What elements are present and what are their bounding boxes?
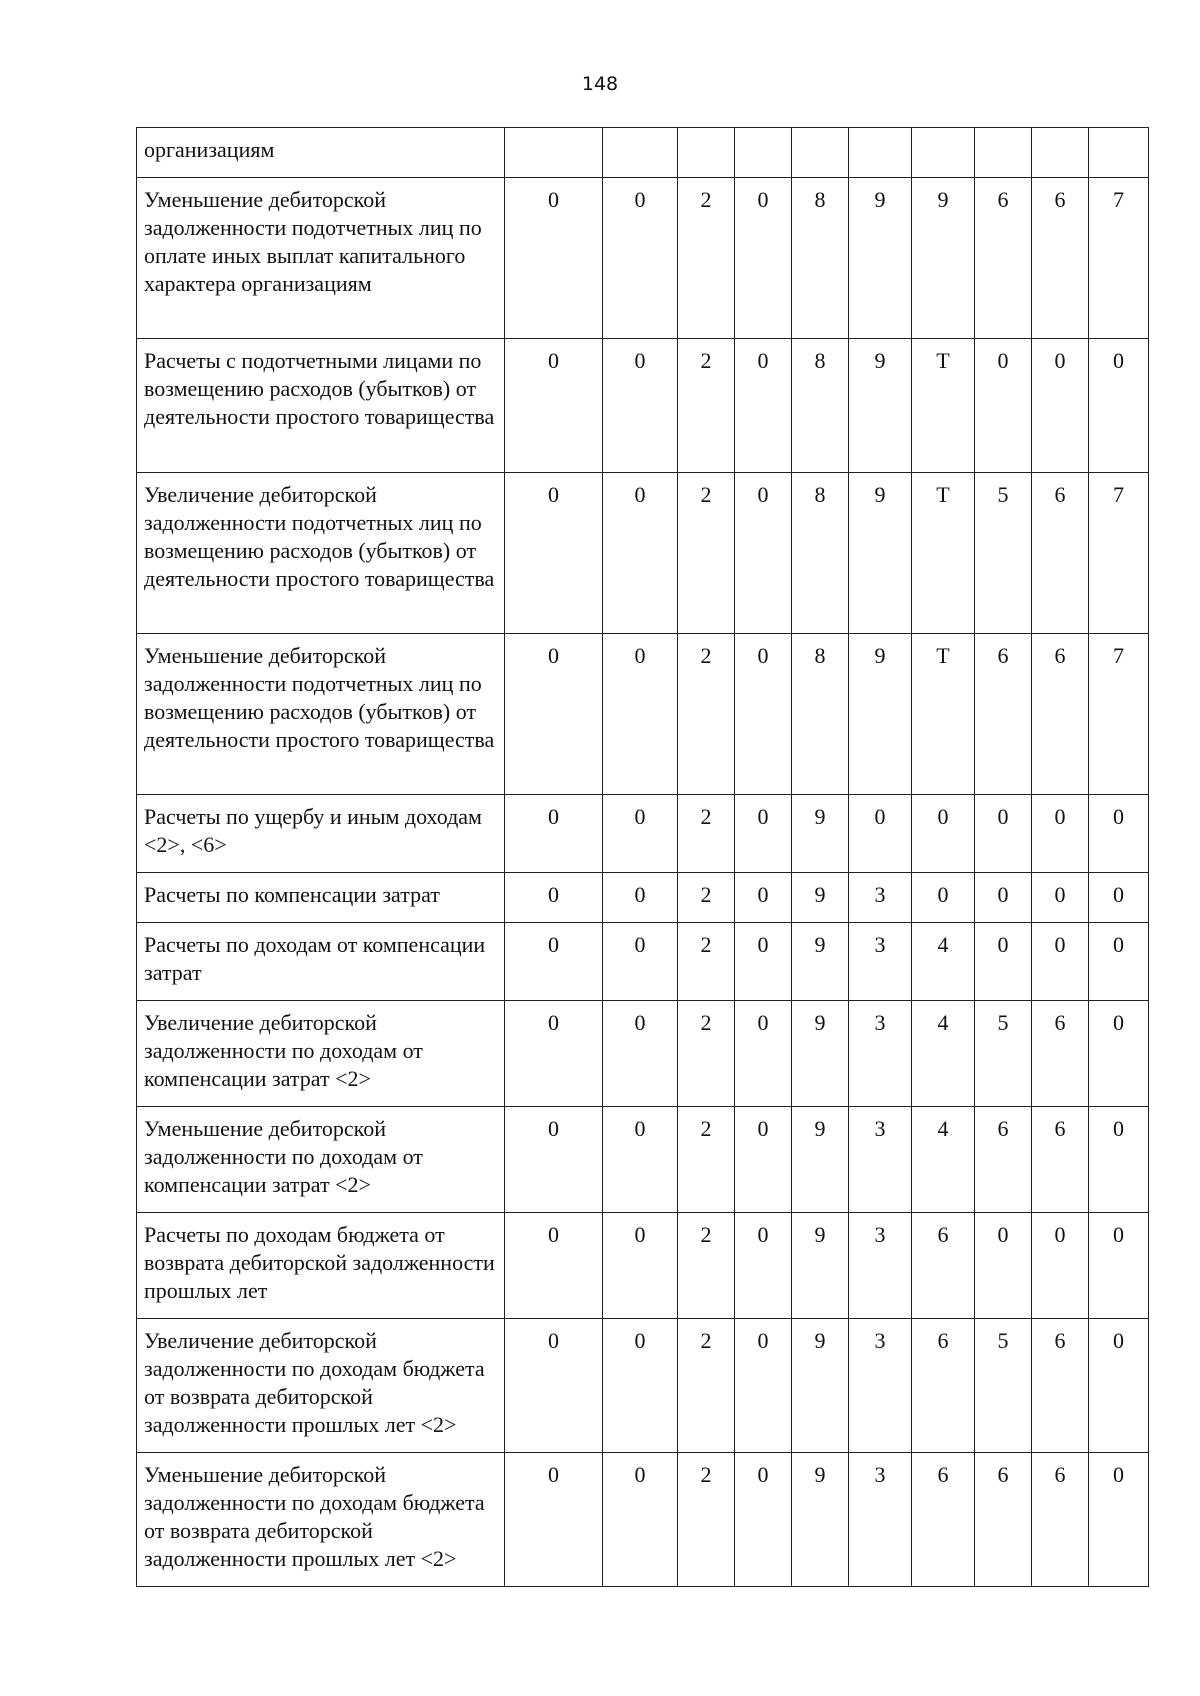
- code-digit-cell: 0: [1089, 1001, 1149, 1107]
- code-digit-cell: 0: [603, 923, 678, 1001]
- code-digit-cell: 2: [678, 1107, 735, 1213]
- code-digit-cell: 4: [912, 923, 975, 1001]
- code-digit-cell: 9: [792, 795, 849, 873]
- code-digit-cell: 0: [735, 634, 792, 795]
- account-name-cell: Уменьшение дебиторской задолженности подотчетных лиц по оплате иных выплат капитального характера организациям: [137, 178, 505, 339]
- code-digit-cell: 3: [849, 1213, 912, 1319]
- code-digit-cell: 9: [849, 634, 912, 795]
- code-digit-cell: 0: [975, 873, 1032, 923]
- table-row: [137, 1107, 1149, 1213]
- code-digit-cell: 0: [505, 634, 603, 795]
- table-row: [137, 339, 1149, 473]
- code-digit-cell: 0: [603, 473, 678, 634]
- code-digit-cell: 0: [603, 178, 678, 339]
- account-name-cell: Расчеты с подотчетными лицами по возмещению расходов (убытков) от деятельности простого товарищества: [137, 339, 505, 473]
- code-digit-cell: 0: [1032, 873, 1089, 923]
- code-digit-cell: 9: [849, 473, 912, 634]
- table-row: [137, 128, 1149, 178]
- code-digit-cell: 5: [975, 473, 1032, 634]
- code-digit-cell: 0: [735, 1107, 792, 1213]
- account-name-cell: Расчеты по доходам от компенсации затрат: [137, 923, 505, 1001]
- code-digit-cell: 0: [505, 473, 603, 634]
- code-digit-cell: 0: [505, 1453, 603, 1587]
- code-digit-cell: Т: [912, 634, 975, 795]
- table-row: [137, 1453, 1149, 1587]
- page-number: 148: [581, 73, 619, 95]
- code-digit-cell: 5: [975, 1001, 1032, 1107]
- code-digit-cell: 6: [975, 1107, 1032, 1213]
- code-digit-cell: 6: [975, 178, 1032, 339]
- code-digit-cell: 9: [792, 1453, 849, 1587]
- code-digit-cell: 0: [1032, 923, 1089, 1001]
- code-digit-cell: 0: [735, 1319, 792, 1453]
- code-digit-cell: 0: [1032, 339, 1089, 473]
- code-digit-cell: 0: [603, 1001, 678, 1107]
- code-digit-cell: 9: [792, 923, 849, 1001]
- code-digit-cell: 0: [505, 1319, 603, 1453]
- account-name-cell: Увеличение дебиторской задолженности подотчетных лиц по возмещению расходов (убытков) от деятельности простого товарищества: [137, 473, 505, 634]
- code-digit-cell: 8: [792, 339, 849, 473]
- code-digit-cell: 2: [678, 1001, 735, 1107]
- table-row: [137, 1319, 1149, 1453]
- code-digit-cell: 0: [1089, 795, 1149, 873]
- code-digit-cell: 0: [603, 339, 678, 473]
- code-digit-cell: 3: [849, 923, 912, 1001]
- code-digit-cell: 3: [849, 873, 912, 923]
- account-name-cell: Увеличение дебиторской задолженности по доходам бюджета от возврата дебиторской задолженности прошлых лет <2>: [137, 1319, 505, 1453]
- code-digit-cell: 6: [912, 1213, 975, 1319]
- table-row: [137, 178, 1149, 339]
- code-digit-cell: 0: [505, 923, 603, 1001]
- code-digit-cell: 3: [849, 1107, 912, 1213]
- code-digit-cell: 6: [975, 1453, 1032, 1587]
- code-digit-cell: [975, 128, 1032, 178]
- code-digit-cell: 6: [1032, 473, 1089, 634]
- code-digit-cell: 0: [735, 795, 792, 873]
- code-digit-cell: [792, 128, 849, 178]
- account-name-cell: Расчеты по доходам бюджета от возврата дебиторской задолженности прошлых лет: [137, 1213, 505, 1319]
- code-digit-cell: [912, 128, 975, 178]
- code-digit-cell: 0: [735, 873, 792, 923]
- table-row: [137, 473, 1149, 634]
- code-digit-cell: 0: [849, 795, 912, 873]
- code-digit-cell: 2: [678, 923, 735, 1001]
- code-digit-cell: [678, 128, 735, 178]
- code-digit-cell: 0: [735, 473, 792, 634]
- code-digit-cell: 0: [1089, 339, 1149, 473]
- code-digit-cell: 0: [912, 795, 975, 873]
- code-digit-cell: 0: [1089, 1453, 1149, 1587]
- code-digit-cell: 0: [1032, 795, 1089, 873]
- code-digit-cell: 0: [603, 873, 678, 923]
- code-digit-cell: [1089, 128, 1149, 178]
- code-digit-cell: Т: [912, 473, 975, 634]
- code-digit-cell: 0: [735, 178, 792, 339]
- code-digit-cell: 5: [975, 1319, 1032, 1453]
- code-digit-cell: 9: [792, 1107, 849, 1213]
- code-digit-cell: 2: [678, 339, 735, 473]
- code-digit-cell: 0: [505, 795, 603, 873]
- code-digit-cell: 0: [912, 873, 975, 923]
- code-digit-cell: 7: [1089, 473, 1149, 634]
- table-row: [137, 795, 1149, 873]
- code-digit-cell: 9: [849, 178, 912, 339]
- table-row: [137, 1001, 1149, 1107]
- code-digit-cell: 4: [912, 1001, 975, 1107]
- code-digit-cell: 0: [975, 339, 1032, 473]
- code-digit-cell: [735, 128, 792, 178]
- code-digit-cell: 3: [849, 1001, 912, 1107]
- account-codes-table: [136, 127, 1149, 1587]
- code-digit-cell: 0: [603, 1319, 678, 1453]
- code-digit-cell: 6: [975, 634, 1032, 795]
- code-digit-cell: 0: [735, 1001, 792, 1107]
- code-digit-cell: 6: [1032, 1319, 1089, 1453]
- code-digit-cell: 9: [792, 873, 849, 923]
- code-digit-cell: [1032, 128, 1089, 178]
- code-digit-cell: 6: [912, 1453, 975, 1587]
- code-digit-cell: 9: [912, 178, 975, 339]
- account-name-cell: Уменьшение дебиторской задолженности по доходам бюджета от возврата дебиторской задолженности прошлых лет <2>: [137, 1453, 505, 1587]
- code-digit-cell: 0: [735, 1213, 792, 1319]
- code-digit-cell: 0: [505, 339, 603, 473]
- code-digit-cell: 0: [505, 178, 603, 339]
- code-digit-cell: 0: [1089, 1213, 1149, 1319]
- code-digit-cell: 0: [1089, 1107, 1149, 1213]
- code-digit-cell: 8: [792, 178, 849, 339]
- code-digit-cell: 0: [603, 634, 678, 795]
- code-digit-cell: 7: [1089, 178, 1149, 339]
- code-digit-cell: 2: [678, 873, 735, 923]
- code-digit-cell: 0: [735, 1453, 792, 1587]
- code-digit-cell: 2: [678, 473, 735, 634]
- code-digit-cell: 9: [792, 1001, 849, 1107]
- code-digit-cell: 0: [735, 923, 792, 1001]
- table-row: [137, 873, 1149, 923]
- code-digit-cell: 0: [603, 1213, 678, 1319]
- code-digit-cell: 0: [975, 795, 1032, 873]
- code-digit-cell: 2: [678, 1453, 735, 1587]
- code-digit-cell: 6: [1032, 1001, 1089, 1107]
- code-digit-cell: 6: [1032, 634, 1089, 795]
- code-digit-cell: 0: [603, 1107, 678, 1213]
- code-digit-cell: 0: [1032, 1213, 1089, 1319]
- code-digit-cell: 6: [912, 1319, 975, 1453]
- table-row: [137, 634, 1149, 795]
- code-digit-cell: 6: [1032, 1453, 1089, 1587]
- code-digit-cell: 0: [603, 795, 678, 873]
- code-digit-cell: 3: [849, 1319, 912, 1453]
- code-digit-cell: 8: [792, 634, 849, 795]
- code-digit-cell: 0: [505, 1107, 603, 1213]
- code-digit-cell: 2: [678, 1319, 735, 1453]
- code-digit-cell: 6: [1032, 1107, 1089, 1213]
- account-name-cell: Уменьшение дебиторской задолженности по доходам от компенсации затрат <2>: [137, 1107, 505, 1213]
- code-digit-cell: 0: [975, 1213, 1032, 1319]
- code-digit-cell: 0: [505, 873, 603, 923]
- code-digit-cell: 0: [1089, 923, 1149, 1001]
- code-digit-cell: 0: [975, 923, 1032, 1001]
- code-digit-cell: 0: [735, 339, 792, 473]
- code-digit-cell: Т: [912, 339, 975, 473]
- code-digit-cell: 9: [792, 1319, 849, 1453]
- table-row: [137, 1213, 1149, 1319]
- table-row: [137, 923, 1149, 1001]
- code-digit-cell: 7: [1089, 634, 1149, 795]
- code-digit-cell: 0: [1089, 873, 1149, 923]
- code-digit-cell: [505, 128, 603, 178]
- code-digit-cell: 0: [1089, 1319, 1149, 1453]
- code-digit-cell: 9: [792, 1213, 849, 1319]
- account-name-cell: Увеличение дебиторской задолженности по доходам от компенсации затрат <2>: [137, 1001, 505, 1107]
- table-body: [137, 128, 1149, 1587]
- code-digit-cell: 2: [678, 795, 735, 873]
- code-digit-cell: 8: [792, 473, 849, 634]
- account-name-cell: организациям: [137, 128, 505, 178]
- code-digit-cell: 4: [912, 1107, 975, 1213]
- account-name-cell: Уменьшение дебиторской задолженности подотчетных лиц по возмещению расходов (убытков) от деятельности простого товарищества: [137, 634, 505, 795]
- code-digit-cell: 2: [678, 1213, 735, 1319]
- account-codes-table-wrap: [136, 127, 1149, 1587]
- code-digit-cell: 6: [1032, 178, 1089, 339]
- code-digit-cell: 2: [678, 178, 735, 339]
- code-digit-cell: 9: [849, 339, 912, 473]
- code-digit-cell: 2: [678, 634, 735, 795]
- account-name-cell: Расчеты по ущербу и иным доходам <2>, <6>: [137, 795, 505, 873]
- code-digit-cell: 0: [505, 1001, 603, 1107]
- account-name-cell: Расчеты по компенсации затрат: [137, 873, 505, 923]
- code-digit-cell: 3: [849, 1453, 912, 1587]
- code-digit-cell: [849, 128, 912, 178]
- code-digit-cell: 0: [603, 1453, 678, 1587]
- code-digit-cell: 0: [505, 1213, 603, 1319]
- code-digit-cell: [603, 128, 678, 178]
